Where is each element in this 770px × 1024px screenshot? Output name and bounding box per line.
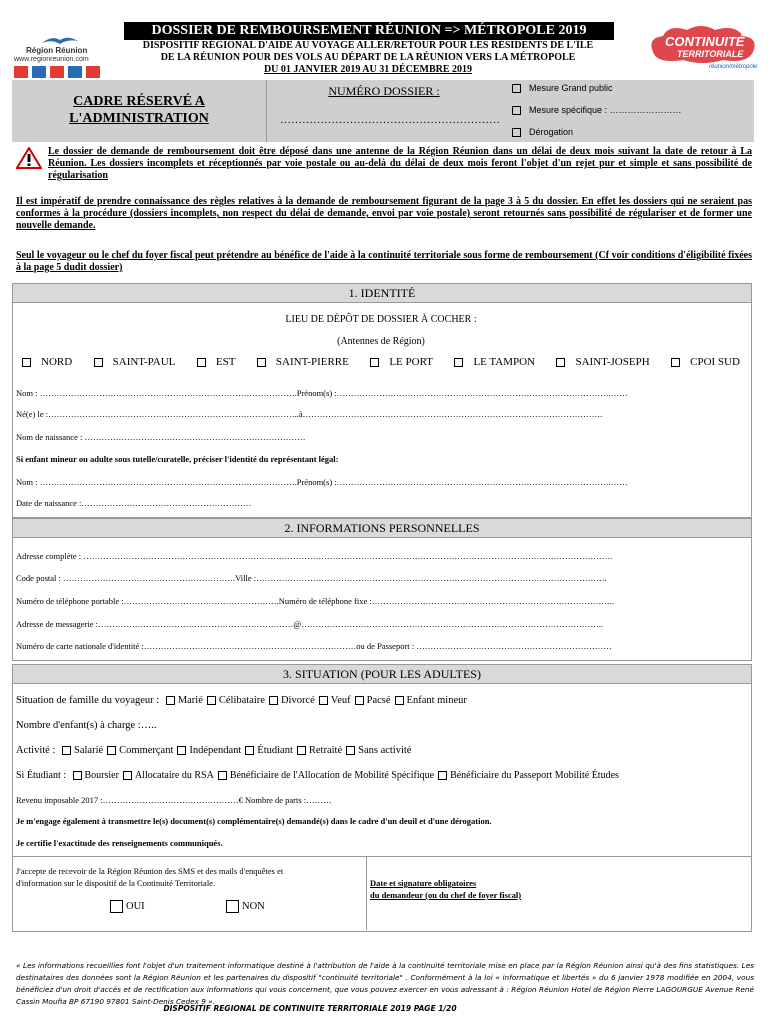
dossier-number-field[interactable]: …………………………………………………… — [280, 114, 500, 126]
logo-square — [32, 66, 46, 78]
representant-legal-label: Si enfant mineur ou adulte sous tutelle/curatelle, préciser l'identité du représentant légal: — [16, 454, 339, 464]
nom-naissance-field[interactable]: Nom de naissance : …………………………………………………………………… — [16, 432, 306, 442]
activite-option-label: Commerçant — [119, 745, 174, 756]
famille-option-label: Pacsé — [366, 695, 391, 706]
antenne-option-saint-paul[interactable] — [94, 356, 176, 368]
mesure-specifique-option[interactable] — [512, 105, 682, 115]
famille-option[interactable] — [265, 695, 315, 706]
antenne-label: LE TAMPON — [473, 356, 535, 368]
bird-icon — [40, 34, 80, 46]
checkbox[interactable] — [166, 696, 175, 705]
etudiant-option[interactable] — [69, 770, 119, 781]
page-footer-title: DISPOSITIF REGIONAL DE CONTINUITE TERRITORIALE 2019 PAGE 1/20 — [163, 1004, 457, 1013]
famille-option-label: Veuf — [330, 695, 351, 706]
checkbox[interactable] — [226, 900, 239, 913]
checkbox[interactable] — [346, 746, 355, 755]
checkbox[interactable] — [94, 358, 103, 367]
logo-square — [86, 66, 100, 78]
mesure-grand-public-option[interactable] — [512, 83, 613, 93]
situation-famille-row — [16, 695, 467, 706]
activite-option[interactable] — [342, 745, 411, 756]
checkbox[interactable] — [556, 358, 565, 367]
legal-footer: « Les informations recueillies font l'objet d'un traitement informatique destiné à l'attribution de l'aide à la continuité territoriale mise en place par la Région Réunion ainsi qu'à des fins statistiques. Les destinataires des données sont la Région Réunion et les partenaires du dispositif "continuité territoriale" . Conformément à la loi « informatique et libertés » du 6 janvier 1978 modifiée en 2004, vous bénéficiez d'un droit d'accès et de rectification aux informations qui vous concernent, que vous pouvez exercer en vous adressant à : Région Réunion Hotel de Région Pierre LAGOURGUE Avenue René Cassin Moufia BP 67190 97801 Saint-Denis Cedex 9 ». — [16, 961, 754, 1006]
activite-option[interactable] — [241, 745, 293, 756]
logo-color-squares — [14, 66, 100, 78]
section-situation: 3. SITUATION (POUR LES ADULTES) — [12, 664, 752, 684]
section-identite: 1. IDENTITÉ — [12, 283, 752, 303]
checkbox[interactable] — [512, 106, 521, 115]
code-postal-ville-field[interactable]: Code postal : …………………………………………………….Ville :……………………………………………………………………………………………………………. — [16, 573, 607, 583]
checkbox[interactable] — [22, 358, 31, 367]
antenne-option-le-port[interactable] — [370, 356, 433, 368]
representant-date-naissance-field[interactable]: Date de naissance :…………………………………………………… — [16, 498, 252, 508]
checkbox[interactable] — [319, 696, 328, 705]
checkbox[interactable] — [107, 746, 116, 755]
consent-oui-label: OUI — [126, 900, 145, 912]
activite-row — [16, 745, 411, 756]
checkbox[interactable] — [73, 771, 82, 780]
antenne-option-saint-pierre[interactable] — [257, 356, 349, 368]
consent-non-option[interactable] — [222, 900, 265, 913]
activite-option-label: Retraité — [308, 745, 343, 756]
activite-option-label: Indépendant — [189, 745, 242, 756]
checkbox[interactable] — [207, 696, 216, 705]
antenne-option-cpoi-sud[interactable] — [671, 356, 740, 368]
etudiant-option[interactable] — [119, 770, 214, 781]
representant-nom-field[interactable]: Nom : ……………………………………………………………………………….Prénom(s) :…………………………………………………………………………………….…… — [16, 477, 628, 487]
checkbox[interactable] — [297, 746, 306, 755]
activite-option[interactable] — [103, 745, 173, 756]
famille-option-label: Enfant mineur — [406, 695, 467, 706]
activite-option[interactable] — [58, 745, 103, 756]
activite-label: Activité : — [16, 745, 56, 756]
famille-option[interactable] — [351, 695, 391, 706]
activite-option-label: Sans activité — [358, 745, 412, 756]
lieu-depot-label: LIEU DE DÉPÔT DE DOSSIER À COCHER : — [285, 314, 477, 325]
checkbox[interactable] — [197, 358, 206, 367]
mesure-grand-public-label: Mesure Grand public — [529, 83, 613, 93]
checkbox[interactable] — [671, 358, 680, 367]
etudiant-option[interactable] — [434, 770, 619, 781]
antenne-option-nord[interactable] — [22, 356, 72, 368]
mesure-specifique-label: Mesure spécifique : …………………… — [529, 105, 682, 115]
consent-oui-option[interactable] — [106, 900, 145, 913]
logo-square — [14, 66, 28, 78]
messagerie-field[interactable]: Adresse de messagerie :……………………………………………………………@…………………………………………………………………………………………….. — [16, 619, 603, 629]
rules-notice: Il est impératif de prendre connaissance des règles relatives à la demande de remboursement figurant de la page 3 à 5 du dossier. En effet les dossiers qui ne seraient pas conformes à la procédure (dossiers incomplets, non respect du délai de demande, envoi par voie postale) seront retournés sans possibilité de régulariser et de former une nouvelle demande. — [16, 196, 752, 231]
consent-non-label: NON — [242, 900, 265, 912]
antenne-option-le-tampon[interactable] — [454, 356, 535, 368]
antenne-label: LE PORT — [389, 356, 433, 368]
famille-option[interactable] — [315, 695, 351, 706]
famille-option-label: Marié — [177, 695, 203, 706]
checkbox[interactable] — [123, 771, 132, 780]
logo-subtitle-text: TERRITORIALE — [677, 49, 744, 59]
checkbox[interactable] — [370, 358, 379, 367]
checkbox[interactable] — [395, 696, 404, 705]
logo-brand-text: Région Réunion — [26, 46, 88, 55]
admin-reserved-label — [12, 80, 267, 142]
nom-prenom-field[interactable]: Nom : ……………………………………………………………………………….Prénom(s) :…………………………………………………………………………………….…… — [16, 388, 628, 398]
antennes-label: (Antennes de Région) — [337, 336, 425, 347]
antenne-label: SAINT-PAUL — [112, 356, 176, 368]
consent-divider — [366, 856, 367, 930]
naissance-date-lieu-field[interactable]: Né(e) le :……………………………………………………………………………..à……………………………………………………………………………………………. — [16, 409, 603, 419]
logo-square — [68, 66, 82, 78]
checkbox[interactable] — [355, 696, 364, 705]
logo-url-text: www.regionreunion.com — [14, 56, 89, 63]
checkbox[interactable] — [269, 696, 278, 705]
famille-option-label: Célibataire — [218, 695, 265, 706]
etudiant-row — [16, 770, 619, 781]
signature-label-line-2: du demandeur (ou du chef de foyer fiscal) — [370, 890, 522, 900]
activite-option-label: Salarié — [74, 745, 104, 756]
logo-square — [50, 66, 64, 78]
enfants-charge-field[interactable]: Nombre d'enfant(s) à charge :….. — [16, 720, 157, 731]
activite-option[interactable] — [173, 745, 241, 756]
admin-label-line-1: CADRE RÉSERVÉ A — [73, 94, 205, 109]
checkbox[interactable] — [438, 771, 447, 780]
page-subtitle — [112, 40, 624, 64]
etudiant-option-label: Allocataire du RSA — [134, 770, 214, 781]
situation-famille-label: Situation de famille du voyageur : — [16, 695, 160, 706]
famille-option-label: Divorcé — [280, 695, 315, 706]
etudiant-option-label: Bénéficiaire de l'Allocation de Mobilité Spécifique — [229, 770, 435, 781]
logo-title-text: CONTINUITÉ — [665, 34, 745, 49]
checkbox[interactable] — [218, 771, 227, 780]
famille-option[interactable] — [162, 695, 203, 706]
checkbox[interactable] — [62, 746, 71, 755]
certification-text: Je certifie l'exactitude des renseignements communiqués. — [16, 838, 223, 848]
revenu-parts-field[interactable]: Revenu imposable 2017 :…………………………………………€ Nombre de parts :……… — [16, 795, 332, 805]
antenne-option-est[interactable] — [197, 356, 236, 368]
subtitle-line-2: DE LA RÉUNION POUR DES VOLS AU DÉPART DE LA RÉUNION VERS LA MÉTROPOLE — [160, 52, 576, 63]
checkbox[interactable] — [454, 358, 463, 367]
checkbox[interactable] — [512, 128, 521, 137]
period-dates: DU 01 JANVIER 2019 AU 31 DÉCEMBRE 2019 — [263, 64, 473, 75]
continuite-territoriale-logo — [643, 22, 761, 78]
antenne-label: CPOI SUD — [690, 356, 740, 368]
antennes-checkbox-row — [12, 356, 750, 368]
antenne-label: SAINT-JOSEPH — [575, 356, 650, 368]
admin-label-line-2: L'ADMINISTRATION — [69, 111, 209, 126]
etudiant-option-label: Bénéficiaire du Passeport Mobilité Études — [450, 770, 619, 781]
famille-option[interactable] — [391, 695, 467, 706]
dossier-number-label: NUMÉRO DOSSIER : — [328, 84, 440, 98]
etudiant-option[interactable] — [214, 770, 434, 781]
telephone-field[interactable]: Numéro de téléphone portable :……………………………………………….Numéro de téléphone fixe :………………………………………………………………………….. — [16, 596, 614, 606]
eligibility-notice: Seul le voyageur ou le chef du foyer fiscal peut prétendre au bénéfice de l'aide à la continuité territoriale sous forme de remboursement (Cf voir conditions d'éligibilité fixées à la page 5 dudit dossier) — [16, 250, 752, 273]
deadline-warning: Le dossier de demande de remboursement doit être déposé dans une antenne de la Région Réunion dans un délai de deux mois suivant la date de retour à La Réunion. Les dossiers incomplets et réceptionnés par voie postale ou au-delà du délai de deux mois feront l'objet d'un rejet pur et simple et sans possibilité de régularisation — [48, 146, 752, 181]
activite-option-label: Étudiant — [257, 745, 293, 756]
antenne-label: SAINT-PIERRE — [275, 356, 349, 368]
engagement-text: Je m'engage également à transmettre le(s) document(s) complémentaire(s) demandé(s) dans le cadre d'un deuil et d'une dérogation. — [16, 816, 492, 826]
checkbox[interactable] — [512, 84, 521, 93]
checkbox[interactable] — [110, 900, 123, 913]
activite-option[interactable] — [293, 745, 342, 756]
famille-option[interactable] — [203, 695, 265, 706]
etudiant-option-label: Boursier — [84, 770, 119, 781]
etudiant-label: Si Étudiant : — [16, 770, 66, 781]
adresse-field[interactable]: Adresse complète : ……………………………………………………………………………………………………………………………………………………………………. — [16, 551, 613, 561]
derogation-label: Dérogation — [529, 127, 574, 137]
identite-passeport-field[interactable]: Numéro de carte nationale d'identité :…………………………………………………………………ou de Passeport : …………………………………………………………… — [16, 641, 612, 651]
checkbox[interactable] — [245, 746, 254, 755]
consent-text-line-1: J'accepte de recevoir de la Région Réunion des SMS et des mails d'enquêtes et — [16, 866, 284, 876]
page-title: DOSSIER DE REMBOURSEMENT RÉUNION => MÉTROPOLE 2019 — [124, 22, 614, 40]
antenne-option-saint-joseph[interactable] — [556, 356, 649, 368]
derogation-option[interactable] — [512, 127, 573, 137]
section-informations: 2. INFORMATIONS PERSONNELLES — [12, 518, 752, 538]
logo-tag-text: réunion/métropole — [709, 64, 758, 70]
subtitle-line-1: DISPOSITIF RÉGIONAL D'AIDE AU VOYAGE ALLER/RETOUR POUR LES RÉSIDENTS DE L'ÎLE — [142, 40, 594, 51]
signature-label-line-1: Date et signature obligatoires — [370, 878, 477, 888]
consent-text-line-2: d'information sur le dispositif de la Continuité Territoriale. — [16, 878, 216, 888]
checkbox[interactable] — [257, 358, 266, 367]
checkbox[interactable] — [177, 746, 186, 755]
warning-icon — [16, 147, 42, 169]
antenne-label: EST — [215, 356, 236, 368]
region-reunion-logo — [12, 34, 112, 80]
antenne-label: NORD — [41, 356, 73, 368]
